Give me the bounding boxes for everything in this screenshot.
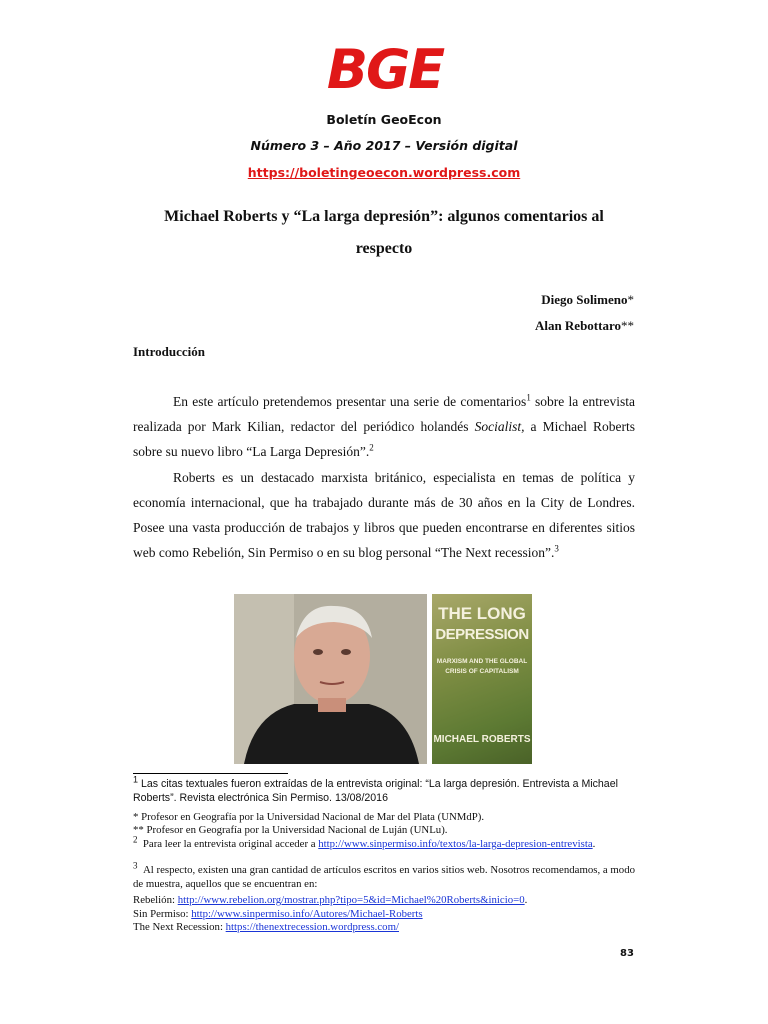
page-number: 83: [620, 948, 634, 959]
title-line-2: respecto: [355, 240, 413, 257]
p2-text: Roberts es un destacado marxista británico, especialista en temas de política y economía internacional, que ha trabajado durante más de 30 años en la City de Londres. Posee una vasta producción de trabajos y libros que pueden encontrarse en diferentes sitios web como Rebelión, Sin Permiso o en su blog personal “The Next recession”.: [133, 470, 635, 560]
paragraph-2: [133, 465, 635, 565]
p1-text-a: En este artículo pretendemos presentar una serie de comentarios: [173, 394, 527, 409]
book-title-2: DEPRESSION: [435, 626, 529, 643]
p1-text-c: a Michael Roberts sobre su nuevo libro “La Larga Depresión”.: [133, 419, 635, 459]
footnote-2: $^2$ Para leer la entrevista original acceder a http://www.sinpermiso.info/textos/la-larga-depresion-entrevista.: [133, 834, 596, 850]
rebelion-line: Rebelión: http://www.rebelion.org/mostrar.php?tipo=5&id=Michael%20Roberts&inicio=0.: [133, 894, 528, 906]
nextrecession-line: [133, 921, 635, 935]
footnote-ref-2[interactable]: 2: [369, 442, 374, 453]
author-1-mark: *: [627, 292, 634, 307]
book-author: MICHAEL ROBERTS: [433, 734, 531, 745]
bulletin-url-link[interactable]: https://boletingeoecon.wordpress.com: [247, 165, 521, 180]
footnote-2-text: Para leer la entrevista original acceder a: [142, 838, 316, 850]
book-cover-image: [432, 594, 532, 764]
author-1: [541, 292, 634, 308]
paragraph-1: [133, 389, 635, 464]
rebelion-link[interactable]: http://www.rebelion.org/mostrar.php?tipo=5&id=Michael%20Roberts&inicio=0: [177, 894, 525, 906]
footnote-1: [133, 774, 635, 805]
footnote-1-text: Las citas textuales fueron extraídas de la entrevista original: “La larga depresión. Entrevista a Michael Roberts”. Revista electrónica Sin Permiso. 13/08/2016: [133, 778, 618, 804]
sinpermiso-link[interactable]: http://www.sinpermiso.info/Autores/Michael-Roberts: [191, 908, 423, 920]
footnote-2-link[interactable]: http://www.sinpermiso.info/textos/la-larga-depresion-entrevista: [318, 838, 593, 850]
affiliation-2: ** Profesor en Geografía por la Universidad Nacional de Luján (UNLu).: [133, 824, 448, 836]
footnote-ref-1[interactable]: 1: [526, 392, 531, 403]
book-title-1: THE LONG: [438, 604, 526, 623]
section-heading: Introducción: [133, 344, 205, 359]
footnote-1-mark: 1: [133, 774, 139, 785]
nextrecession-label: The Next Recession:: [133, 921, 226, 933]
bulletin-url-row: [0, 165, 768, 180]
author-portrait-image: [234, 594, 427, 764]
footnote-2-mark: 2: [133, 834, 138, 845]
logo-text: BGE: [326, 38, 444, 101]
affiliation-1: * Profesor en Geografía por la Universidad Nacional de Mar del Plata (UNMdP).: [133, 811, 485, 823]
footnote-divider: [133, 773, 288, 774]
p1-text-b: sobre la entrevista realizada por Mark Kilian, redactor del periódico holandés: [133, 394, 636, 434]
author-2: [535, 318, 634, 334]
footnote-3-text: Al respecto, existen una gran cantidad de artículos escritos en varios sitios web. Nosotros recomendamos, a modo de muestra, aquellos que se encuentran en:: [133, 864, 635, 890]
author-2-mark: **: [621, 318, 634, 333]
nextrecession-link[interactable]: https://thenextrecession.wordpress.com/: [225, 921, 399, 933]
portrait-drawing: [234, 594, 427, 764]
p1-italic: Socialist,: [474, 419, 525, 434]
article-title: [140, 201, 628, 265]
footnote-ref-3[interactable]: 3: [554, 543, 559, 554]
book-subtitle-2: CRISIS OF CAPITALISM: [445, 668, 519, 675]
rebelion-label: Rebelión:: [133, 894, 178, 906]
sinpermiso-line: [133, 908, 635, 922]
footnote-3-mark: 3: [133, 860, 138, 871]
bge-logo: [310, 40, 460, 100]
sinpermiso-label: Sin Permiso:: [133, 908, 192, 920]
issue-line: Número 3 – Año 2017 – Versión digital: [250, 138, 518, 153]
author-2-name: Alan Rebottaro: [534, 318, 621, 333]
author-1-name: Diego Solimeno: [541, 292, 628, 307]
bulletin-name: Boletín GeoEcon: [326, 112, 442, 127]
title-line-1: Michael Roberts y “La larga depresión”: algunos comentarios al: [164, 208, 604, 225]
footnote-3: [133, 860, 635, 891]
book-subtitle-1: MARXISM AND THE GLOBAL: [436, 658, 528, 665]
